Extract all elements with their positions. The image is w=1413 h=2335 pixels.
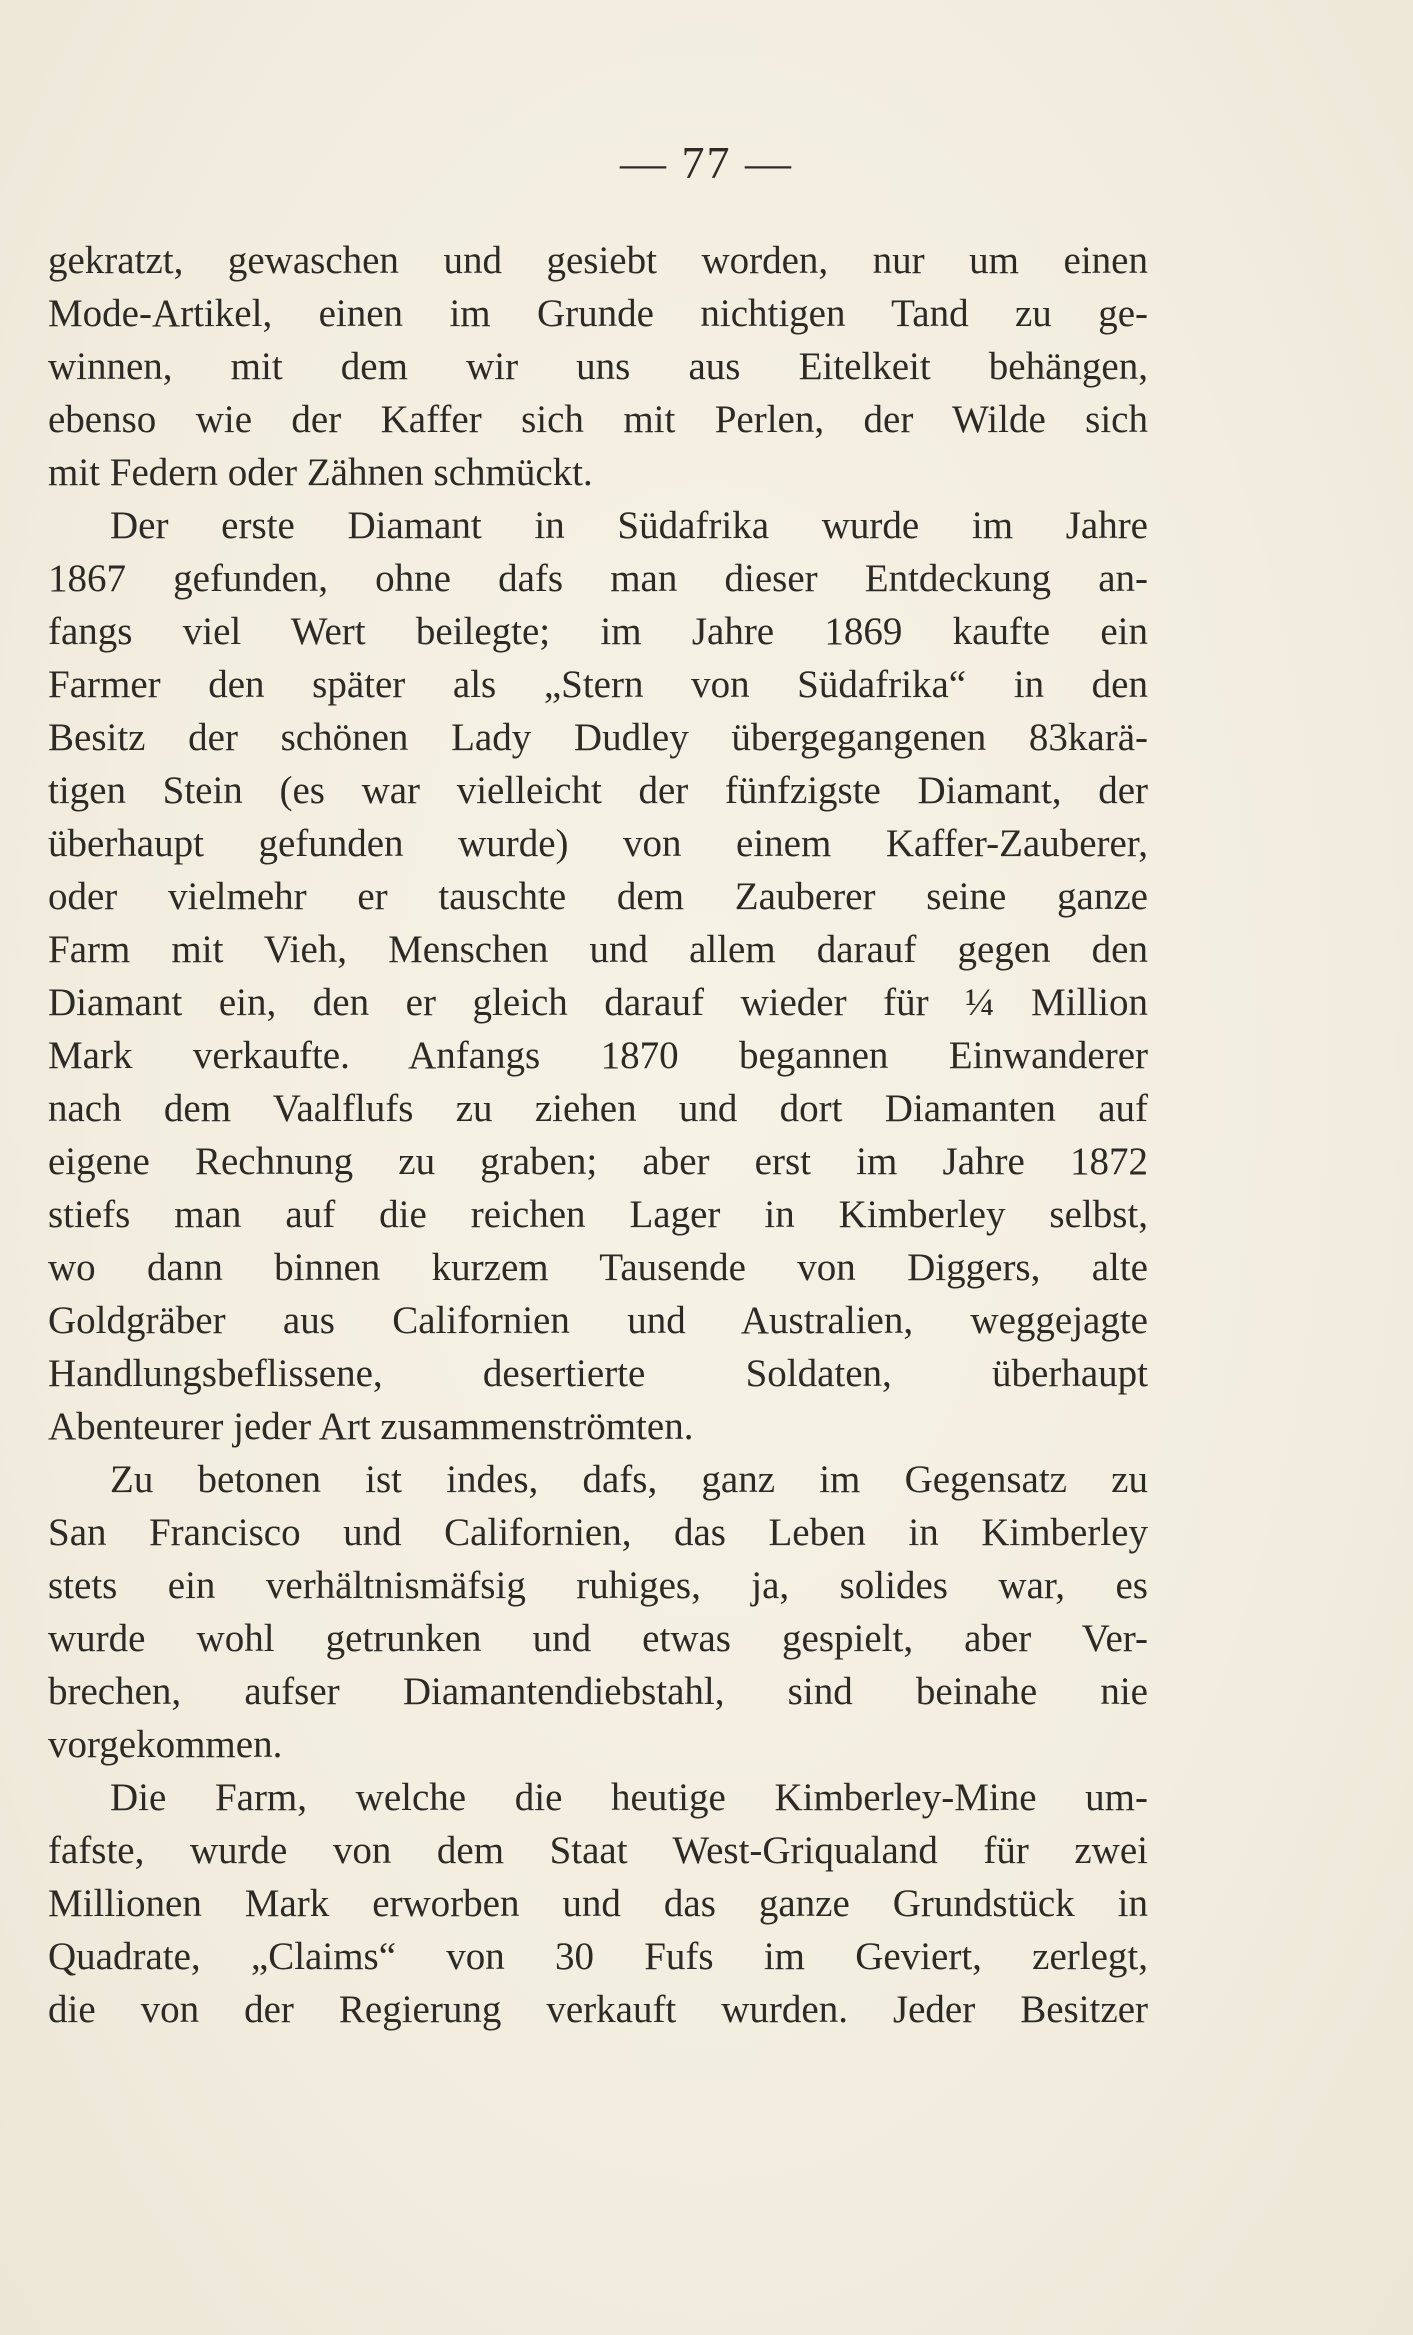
text-line: Handlungsbeflissene, desertierte Soldaten, überhaupt — [48, 1352, 1148, 1395]
text-line: wo dann binnen kurzem Tausende von Diggers, alte — [48, 1246, 1148, 1289]
paragraph-start-line: Zu betonen ist indes, dafs, ganz im Gegensatz zu — [110, 1458, 1148, 1501]
text-line: fangs viel Wert beilegte; im Jahre 1869 kaufte ein — [48, 610, 1148, 653]
text-line: brechen, aufser Diamantendiebstahl, sind beinahe nie — [48, 1670, 1148, 1713]
text-line: Goldgräber aus Californien und Australien, weggejagte — [48, 1299, 1148, 1342]
text-line: Mark verkaufte. Anfangs 1870 begannen Einwanderer — [48, 1034, 1148, 1077]
paragraph-start-line: Die Farm, welche die heutige Kimberley-Mine um- — [110, 1776, 1148, 1819]
text-line: eigene Rechnung zu graben; aber erst im Jahre 1872 — [48, 1140, 1148, 1183]
text-line: stets ein verhältnismäfsig ruhiges, ja, solides war, es — [48, 1564, 1148, 1607]
text-line: Farm mit Vieh, Menschen und allem darauf gegen den — [48, 928, 1148, 971]
text-line: tigen Stein (es war vielleicht der fünfzigste Diamant, der — [48, 769, 1148, 812]
text-line: Quadrate, „Claims“ von 30 Fufs im Geviert, zerlegt, — [48, 1935, 1148, 1978]
text-line: Besitz der schönen Lady Dudley übergegangenen 83karä- — [48, 716, 1148, 759]
text-line: Millionen Mark erworben und das ganze Grundstück in — [48, 1882, 1148, 1925]
text-line: 1867 gefunden, ohne dafs man dieser Entdeckung an- — [48, 557, 1148, 600]
text-line: vorgekommen. — [48, 1723, 283, 1766]
paragraph-start-line: Der erste Diamant in Südafrika wurde im Jahre — [110, 504, 1148, 547]
text-line: nach dem Vaalflufs zu ziehen und dort Diamanten auf — [48, 1087, 1148, 1130]
text-line: fafste, wurde von dem Staat West-Griqualand für zwei — [48, 1829, 1148, 1872]
text-line: überhaupt gefunden wurde) von einem Kaffer-Zauberer, — [48, 822, 1148, 865]
text-line: San Francisco und Californien, das Leben in Kimberley — [48, 1511, 1148, 1554]
text-line: Farmer den später als „Stern von Südafrika“ in den — [48, 663, 1148, 706]
text-line: stiefs man auf die reichen Lager in Kimberley selbst, — [48, 1193, 1148, 1236]
body-text — [48, 234, 1148, 2036]
text-line: oder vielmehr er tauschte dem Zauberer seine ganze — [48, 875, 1148, 918]
text-line: Mode-Artikel, einen im Grunde nichtigen Tand zu ge- — [48, 292, 1148, 335]
text-line: gekratzt, gewaschen und gesiebt worden, nur um einen — [48, 239, 1148, 282]
text-line: Abenteurer jeder Art zusammenströmten. — [48, 1405, 694, 1448]
text-line: die von der Regierung verkauft wurden. Jeder Besitzer — [48, 1988, 1148, 2031]
text-line: ebenso wie der Kaffer sich mit Perlen, der Wilde sich — [48, 398, 1148, 441]
text-line: wurde wohl getrunken und etwas gespielt, aber Ver- — [48, 1617, 1148, 1660]
text-line: winnen, mit dem wir uns aus Eitelkeit behängen, — [48, 345, 1148, 388]
text-line: Diamant ein, den er gleich darauf wieder für ¼ Million — [48, 981, 1148, 1024]
text-line: mit Federn oder Zähnen schmückt. — [48, 451, 593, 494]
page-number: — 77 — — [620, 137, 793, 188]
